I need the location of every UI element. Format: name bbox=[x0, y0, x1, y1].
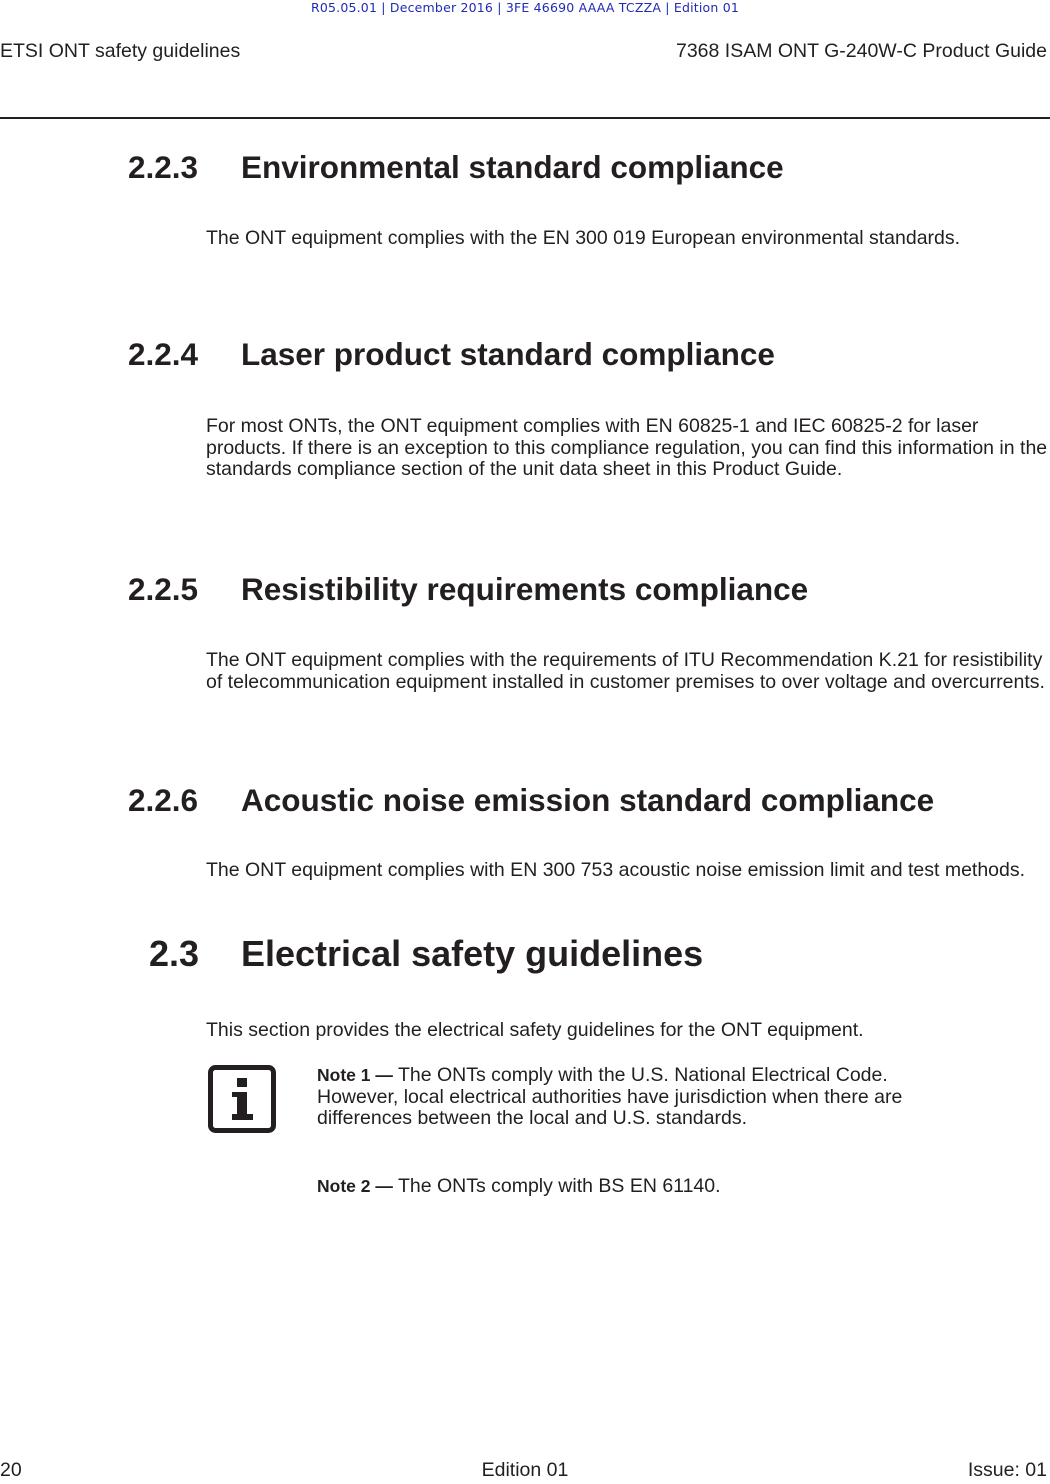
info-icon bbox=[208, 1065, 276, 1133]
note-label: Note 1 — bbox=[317, 1065, 393, 1085]
section-heading-2-2-3 bbox=[128, 149, 784, 186]
section-heading-2-2-4 bbox=[128, 336, 775, 373]
note-label: Note 2 — bbox=[317, 1176, 393, 1196]
section-number: 2.2.3 bbox=[128, 149, 199, 185]
section-body-2-2-5: The ONT equipment complies with the requirements of ITU Recommendation K.21 for resistibility of telecommunication equipment installed in customer premises to over voltage and overcurrents. bbox=[206, 649, 1045, 693]
note-1 bbox=[317, 1065, 937, 1130]
note-text: The ONTs comply with the U.S. National Electrical Code. However, local electrical authorities have jurisdiction when there are differences between the local and U.S. standards. bbox=[317, 1064, 903, 1129]
watermark: R05.05.01 | December 2016 | 3FE 46690 AAAA TCZZA | Edition 01 bbox=[310, 0, 740, 15]
header-chapter-title: ETSI ONT safety guidelines bbox=[0, 40, 241, 62]
section-body-2-3: This section provides the electrical safety guidelines for the ONT equipment. bbox=[206, 1019, 864, 1041]
section-title: Environmental standard compliance bbox=[241, 149, 784, 185]
section-number: 2.2.4 bbox=[128, 336, 199, 372]
footer-edition: Edition 01 bbox=[481, 1459, 569, 1481]
section-number: 2.3 bbox=[149, 933, 200, 974]
section-title: Laser product standard compliance bbox=[241, 336, 775, 372]
section-body-2-2-6: The ONT equipment complies with EN 300 753 acoustic noise emission limit and test methods. bbox=[206, 859, 1026, 881]
section-number: 2.2.6 bbox=[128, 782, 199, 818]
section-title: Electrical safety guidelines bbox=[241, 933, 704, 974]
note-2 bbox=[317, 1176, 937, 1198]
section-number: 2.2.5 bbox=[128, 571, 199, 607]
header-product-title: 7368 ISAM ONT G-240W-C Product Guide bbox=[675, 40, 1047, 62]
note-text: The ONTs comply with BS EN 61140. bbox=[397, 1175, 721, 1197]
section-heading-2-2-6 bbox=[128, 782, 934, 819]
header-divider bbox=[0, 117, 1050, 119]
section-title: Acoustic noise emission standard compliance bbox=[241, 782, 935, 818]
section-body-2-2-4: For most ONTs, the ONT equipment complies with EN 60825-1 and IEC 60825-2 for laser products. If there is an exception to this compliance regulation, you can find this information in the standards compliance section of the unit data sheet in this Product Guide. bbox=[206, 415, 1048, 480]
footer-page-number: 20 bbox=[0, 1459, 22, 1481]
section-heading-2-3 bbox=[149, 933, 703, 975]
section-title: Resistibility requirements compliance bbox=[241, 571, 809, 607]
section-body-2-2-3: The ONT equipment complies with the EN 300 019 European environmental standards. bbox=[206, 227, 961, 249]
footer-issue: Issue: 01 bbox=[967, 1459, 1047, 1481]
section-heading-2-2-5 bbox=[128, 571, 808, 608]
